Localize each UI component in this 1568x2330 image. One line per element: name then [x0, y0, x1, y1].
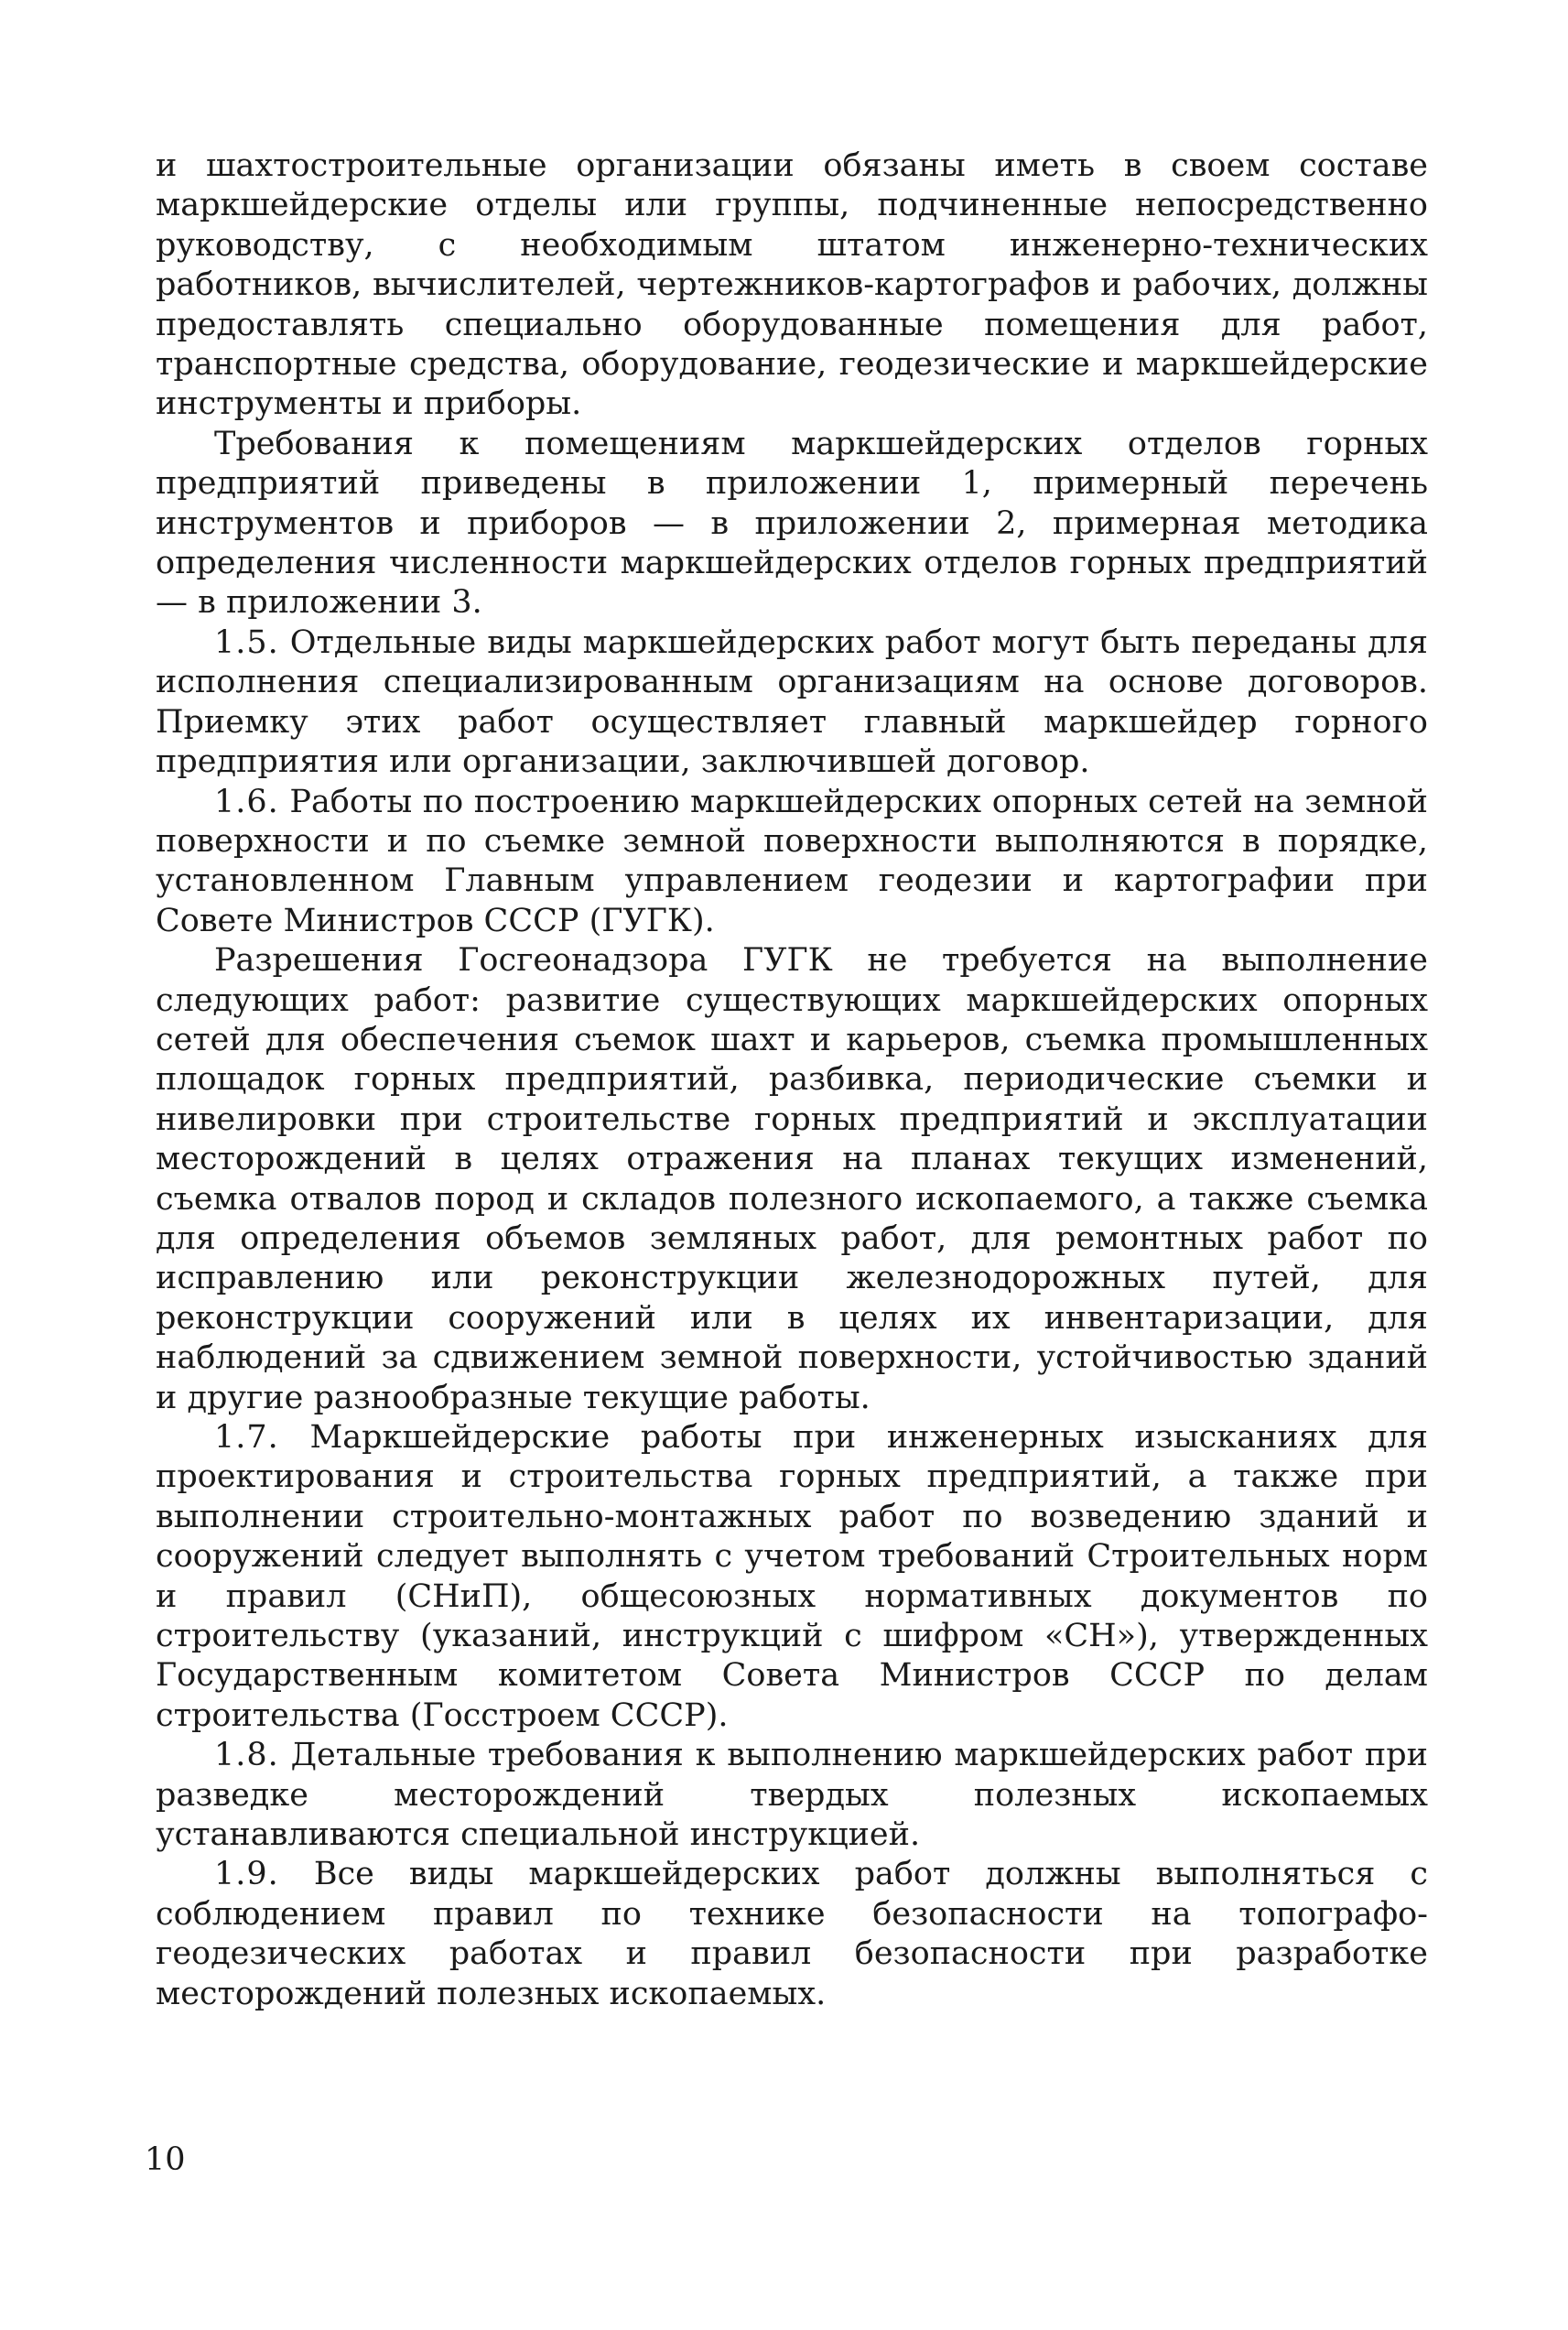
paragraph-text: Работы по построению маркшейдерских опорных сетей на земной поверхности и по съемке земной поверхности выполняются в порядке, установленном Главным управлением геодезии и картографии при Совете Министров СССР (ГУГК). [156, 783, 1428, 939]
paragraph-text: Требования к помещениям маркшейдерских отделов горных предприятий приведены в приложении 1, примерный перечень инструментов и приборов — в приложении 2, примерная методика определения численности маркшейдерских отделов горных предприятий — в приложении 3. [156, 425, 1428, 622]
paragraph-text: Разрешения Госгеонадзора ГУГК не требуется на выполнение следующих работ: развитие существующих маркшейдерских опорных сетей для обеспечения съемок шахт и карьеров, съемка промышленных площадок горных предприятий, разбивка, периодические съемки и нивелировки при строительстве горных предприятий и эксплуатации месторождений в целях отражения на планах текущих изменений, съемка отвалов пород и складов полезного ископаемого, а также съемка для определения объемов земляных работ, для ремонтных работ по исправлению или реконструкции железнодорожных путей, для реконструкции сооружений или в целях их инвентаризации, для наблюдений за сдвижением земной поверхности, устойчивостью зданий и другие разнообразные текущие работы. [156, 942, 1428, 1416]
paragraph-text: Маркшейдерские работы при инженерных изысканиях для проектирования и строительства горных предприятий, а также при выполнении строительно-монтажных работ по возведению зданий и сооружений следует выполнять с учетом требований Строительных норм и правил (СНиП), общесоюзных нормативных документов по строительству (указаний, инструкций с шифром «СН»), утвержденных Государственным комитетом Совета Министров СССР по делам строительства (Госстроем СССР). [156, 1419, 1428, 1734]
paragraph-1-6 [156, 783, 1428, 942]
body-text [156, 146, 1428, 2014]
paragraph-text: Все виды маркшейдерских работ должны выполняться с соблюдением правил по технике безопасности на топографо-геодезических работах и правил безопасности при разработке месторождений полезных ископаемых. [156, 1856, 1428, 2012]
paragraph-text: Отдельные виды маркшейдерских работ могут быть переданы для исполнения специализированным организациям на основе договоров. Приемку этих работ осуществляет главный маркшейдер горного предприятия или организации, заключившей договор. [156, 623, 1428, 781]
paragraph-1-8 [156, 1736, 1428, 1855]
paragraph-number: 1.7. [214, 1419, 279, 1456]
paragraph-permissions [156, 941, 1428, 1418]
paragraph-number: 1.5. [214, 623, 279, 661]
paragraph-continuation [156, 146, 1428, 425]
paragraph-1-7 [156, 1418, 1428, 1736]
paragraph-number: 1.8. [214, 1737, 279, 1774]
paragraph-1-9 [156, 1855, 1428, 2014]
paragraph-requirements [156, 425, 1428, 623]
page-number: 10 [145, 2141, 186, 2178]
paragraph-text: и шахтостроительные организации обязаны иметь в своем составе маркшейдерские отделы или группы, подчиненные непосредственно руководству, с необходимым штатом инженерно-технических работников, вычислителей, чертежников-картографов и рабочих, должны предоставлять специально оборудованные помещения для работ, транспортные средства, оборудование, геодезические и маркшейдерские инструменты и приборы. [156, 147, 1428, 423]
paragraph-1-5 [156, 623, 1428, 783]
paragraph-text: Детальные требования к выполнению маркшейдерских работ при разведке месторождений твердых полезных ископаемых устанавливаются специальной инструкцией. [156, 1737, 1428, 1854]
paragraph-number: 1.9. [214, 1856, 279, 1893]
paragraph-number: 1.6. [214, 783, 279, 820]
